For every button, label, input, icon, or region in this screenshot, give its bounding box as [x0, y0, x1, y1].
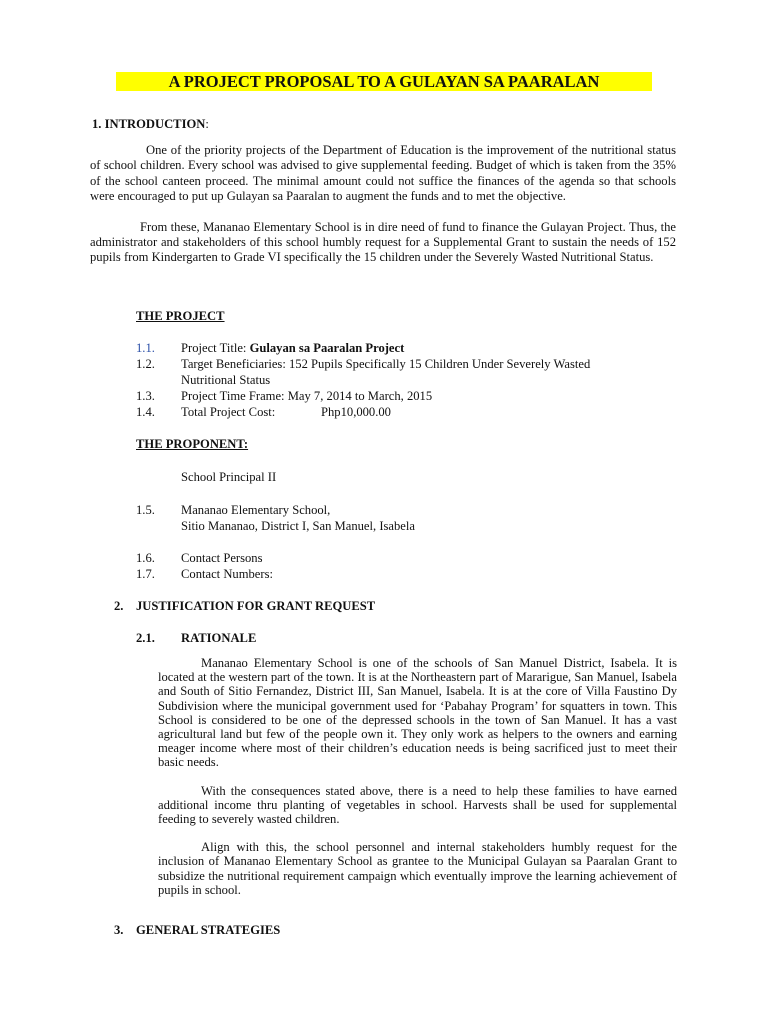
- section-number: 3.: [114, 923, 124, 937]
- project-heading: THE PROJECT: [136, 309, 225, 323]
- target-beneficiaries: Target Beneficiaries: 152 Pupils Specifically 15 Children Under Severely Wasted: [181, 357, 591, 371]
- document-title: A PROJECT PROPOSAL TO A GULAYAN SA PAARALAN: [116, 72, 652, 91]
- item-number: 1.4.: [136, 405, 155, 419]
- item-number: 1.5.: [136, 503, 155, 517]
- item-number: 1.6.: [136, 551, 155, 565]
- section-number: 2.: [114, 599, 124, 613]
- project-title-label: Project Title:: [181, 341, 250, 355]
- contact-numbers: Contact Numbers:: [181, 567, 273, 581]
- intro-paragraphs: [90, 143, 676, 266]
- total-cost-label: Total Project Cost:: [181, 405, 276, 419]
- proponent-role: School Principal II: [181, 470, 277, 484]
- target-beneficiaries-cont: Nutritional Status: [181, 373, 271, 387]
- intro-paragraph-1: One of the priority projects of the Department of Education is the improvement of the nutritional status of school children. Every school was advised to give supplemental feeding. Budget of which is taken from the 35% of the school canteen proceed. The minimal amount could not suffice the finances of the agenda so that schools were encouraged to put up Gulayan sa Paaralan to augment the funds and to met the objective.: [90, 143, 676, 204]
- rationale-paragraph-2: With the consequences stated above, there is a need to help these families to have earned additional income thru planting of vegetables in school. Harvests shall be used for supplemental feeding to severely wasted children.: [158, 783, 677, 827]
- contact-persons: Contact Persons: [181, 551, 263, 565]
- intro-paragraph-2: From these, Mananao Elementary School is in dire need of fund to finance the Gulayan Project. Thus, the administrator and stakeholders of this school humbly request for a Supplemental Grant to sustain the needs of 152 pupils from Kindergarten to Grade VI specifically the 15 children under the Severely Wasted Nutritional Status.: [90, 219, 676, 265]
- total-cost-value: Php10,000.00: [321, 405, 391, 419]
- strategies-heading: GENERAL STRATEGIES: [136, 923, 281, 937]
- justification-heading: JUSTIFICATION FOR GRANT REQUEST: [136, 599, 376, 613]
- proponent-heading: THE PROPONENT:: [136, 437, 249, 451]
- rationale-heading: RATIONALE: [181, 631, 257, 645]
- rationale-paragraph-3: Align with this, the school personnel and internal stakeholders humbly request for the inclusion of Mananao Elementary School as grantee to the Municipal Gulayan sa Paaralan Grant to subsidize the nutritional requirement campaign which eventually improve the learning achievement of pupils in school.: [158, 840, 677, 897]
- project-title-line: [181, 341, 404, 356]
- rationale-paragraph-1: Mananao Elementary School is one of the schools of San Manuel District, Isabela. It is located at the western part of the town. It is at the Northeastern part of Mararigue, San Manuel, Isabela and South of Sitio Fernandez, District III, San Manuel, Isabela. It is at the core of Villa Faustino Dy Subdivision where the municipal government used for ‘Pabahay Program’ for squatters in town. This School is considered to be one of the depressed schools in the town of San Manuel. It has a vast agricultural land but few of the people own it. They only work as helpers to the owners and earning meager income where most of their children’s education needs is being sacrificed just to meet their basic needs.: [158, 656, 677, 770]
- item-number: 1.7.: [136, 567, 155, 581]
- subsection-number: 2.1.: [136, 631, 155, 645]
- project-title-value: Gulayan sa Paaralan Project: [249, 341, 405, 355]
- item-number: 1.3.: [136, 389, 155, 403]
- intro-heading-colon: :: [205, 117, 209, 131]
- rationale-paragraphs: [158, 656, 677, 897]
- intro-heading-line: [92, 117, 209, 132]
- item-number: 1.1.: [136, 341, 155, 355]
- item-number: 1.2.: [136, 357, 155, 371]
- school-address: Sitio Mananao, District I, San Manuel, Isabela: [181, 519, 415, 533]
- school-name: Mananao Elementary School,: [181, 503, 331, 517]
- project-time-frame: Project Time Frame: May 7, 2014 to March, 2015: [181, 389, 433, 403]
- intro-heading: 1. INTRODUCTION: [92, 117, 206, 131]
